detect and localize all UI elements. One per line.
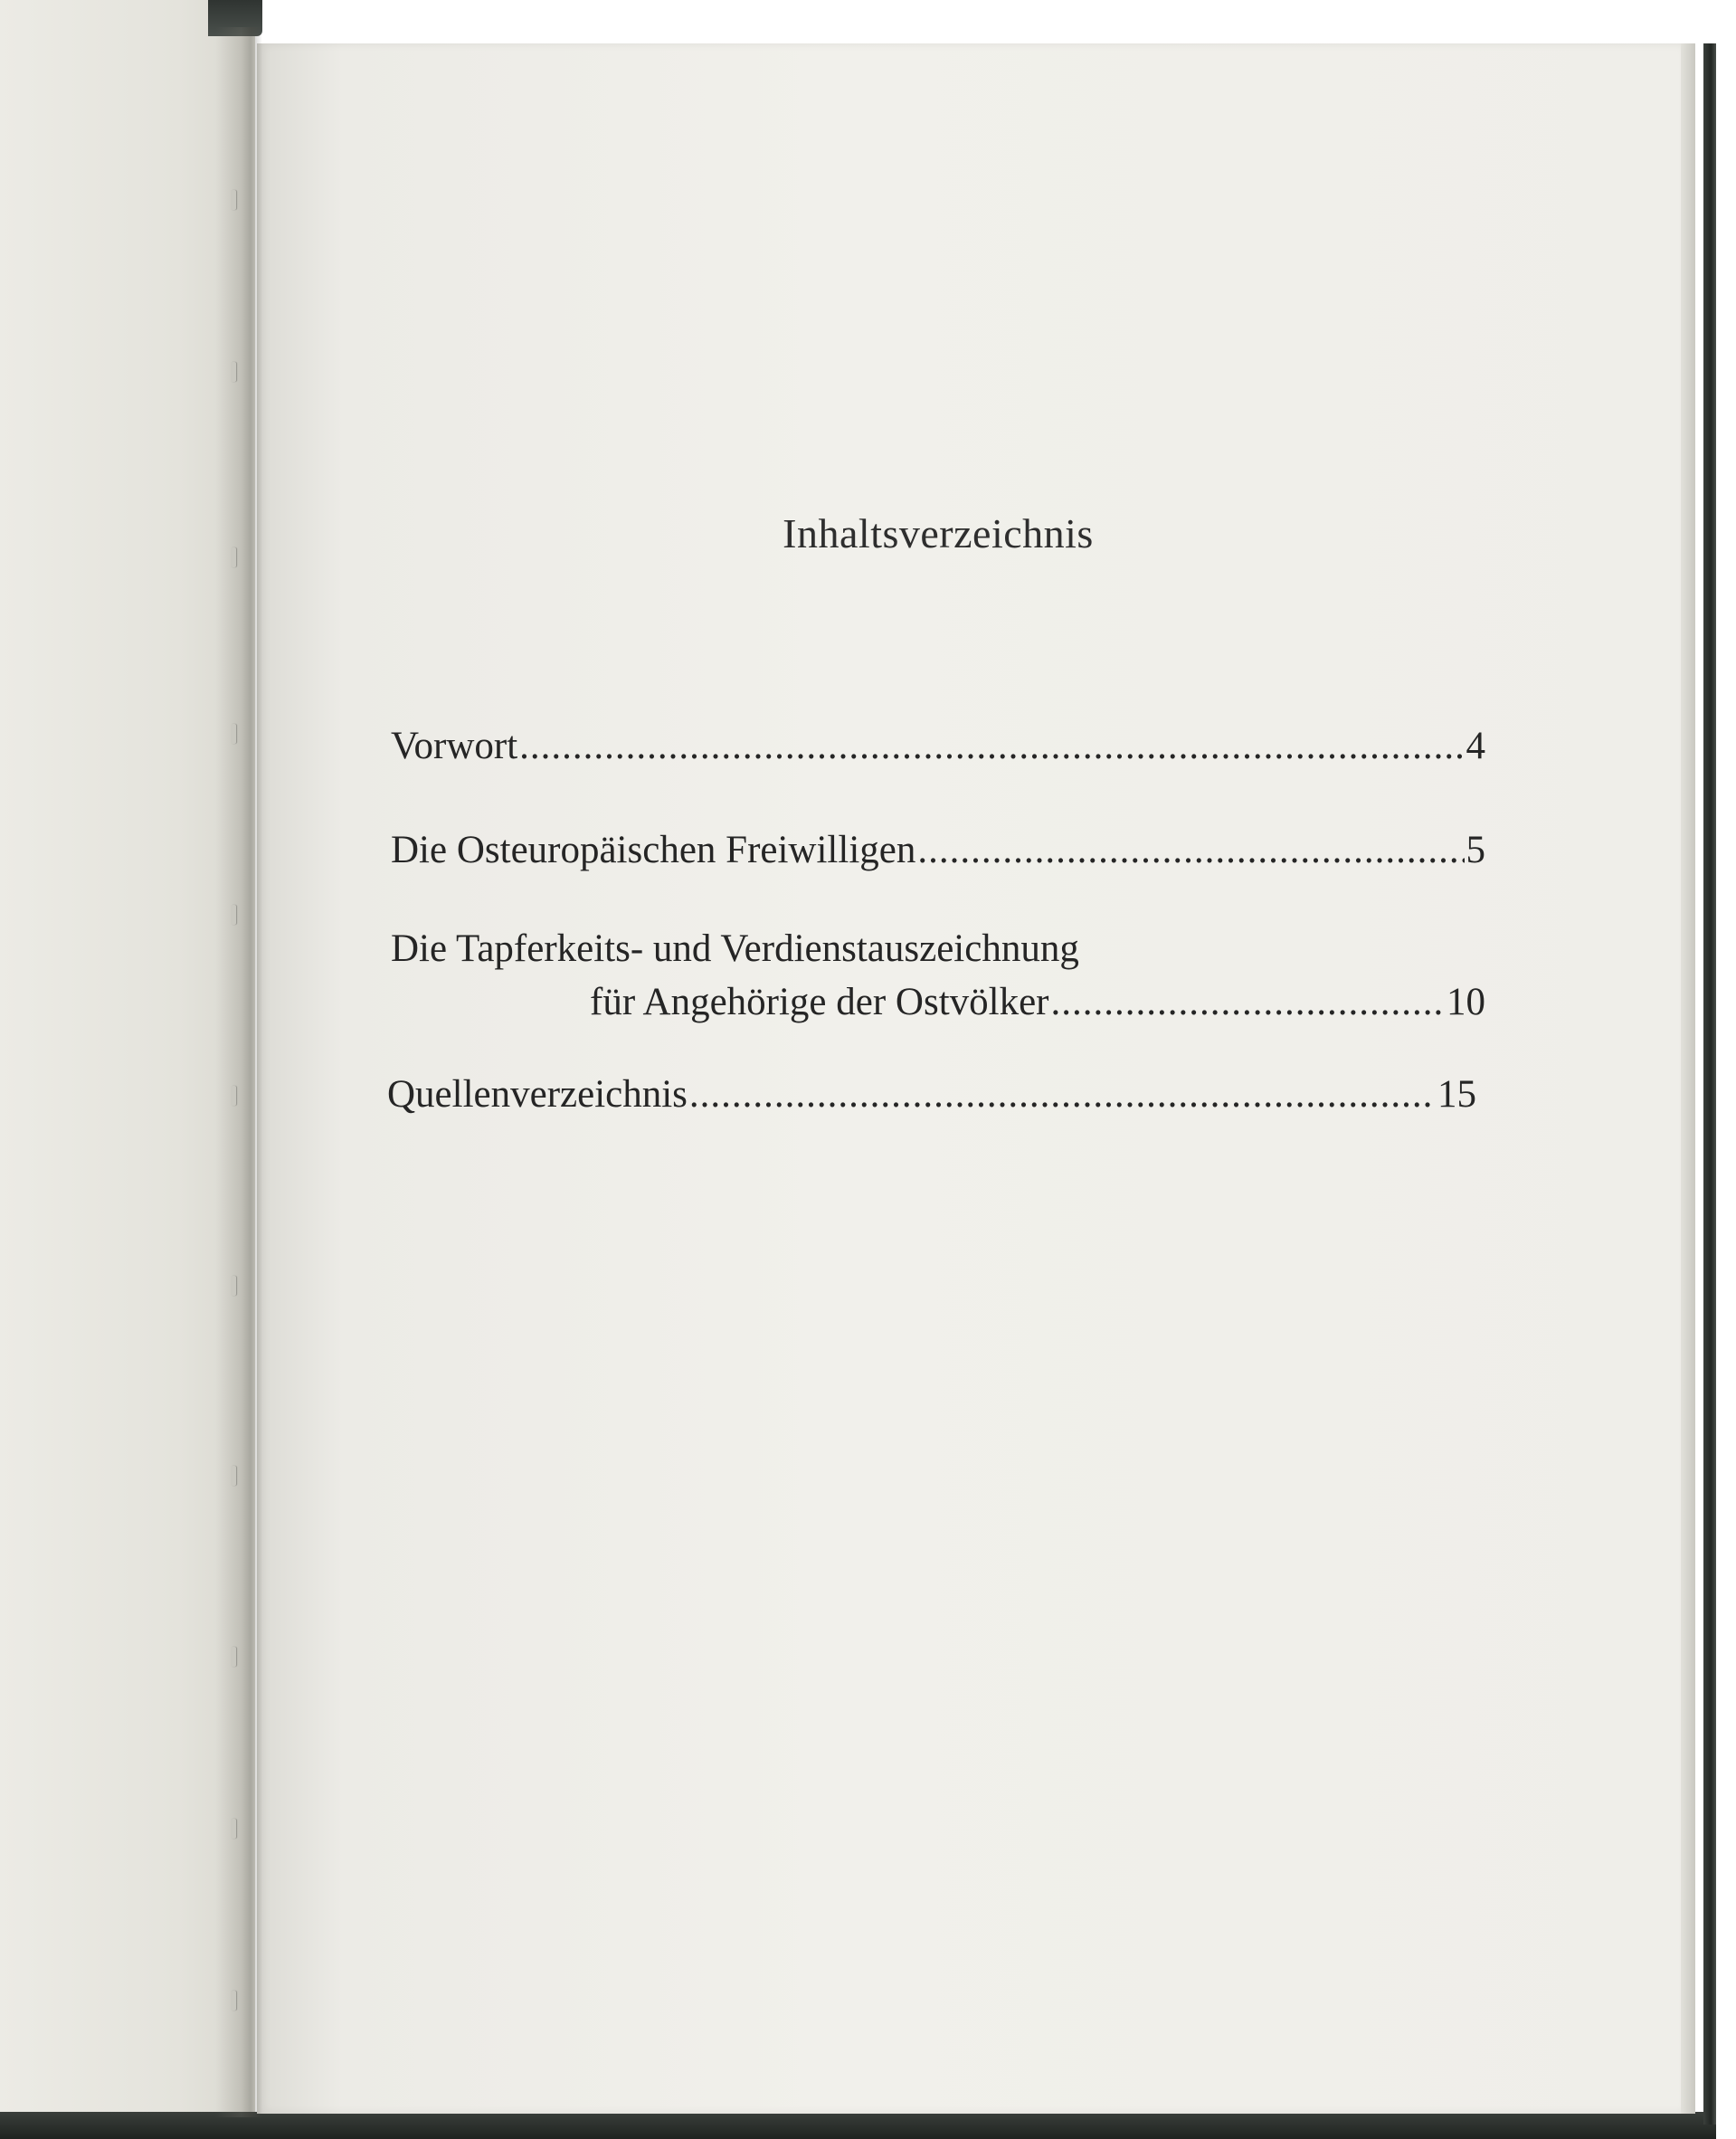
stitch-mark [231,1086,236,1106]
toc-entry [391,828,1485,872]
stitch-mark [231,1466,236,1486]
toc-leader-dots [1051,980,1446,1024]
toc-entry [387,1072,1476,1117]
toc-entry-label-line2: für Angehörige der Ostvölker [590,981,1049,1023]
toc-leader-dots [689,1072,1436,1117]
toc-entry [590,980,1485,1024]
stitch-mark [231,1647,236,1667]
book-cover-right [1703,43,1716,2125]
toc-entry-label: Die Osteuropäischen Freiwilligen [391,829,916,871]
toc-entry-page: 4 [1466,725,1485,767]
toc-entry-label-line1: Die Tapferkeits- und Verdienstauszeichnung [391,927,1079,970]
toc-entry [391,724,1485,768]
stitch-mark [231,1819,236,1839]
toc-entry-label: Quellenverzeichnis [387,1073,688,1116]
toc-entry-page: 10 [1447,981,1485,1023]
toc-leader-dots [917,828,1464,872]
stitch-mark [231,724,236,744]
toc-leader-dots [519,724,1464,768]
stitch-mark [231,905,236,925]
gutter [215,27,262,2117]
toc-entry-page: 5 [1466,829,1485,871]
stitch-mark [231,1276,236,1296]
page-title: Inhaltsverzeichnis [783,510,1094,556]
stitch-mark [231,190,236,210]
stitch-mark [231,1991,236,2011]
toc-entry-label: Vorwort [391,725,518,767]
toc-entry-page: 15 [1437,1073,1476,1116]
stitch-mark [231,362,236,382]
page-edge [1681,43,1695,2114]
book-cover-bottom [181,2112,1716,2139]
